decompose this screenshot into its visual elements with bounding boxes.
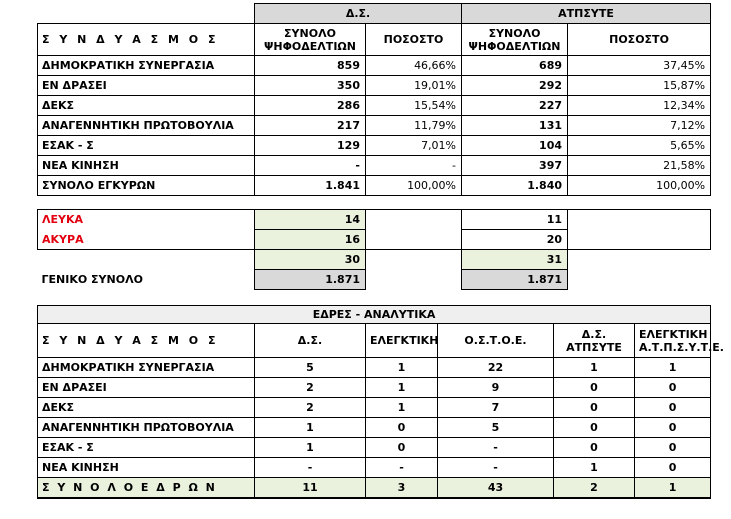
party-name: ΕΣΑΚ - Σ bbox=[38, 136, 255, 156]
atp-votes: 104 bbox=[462, 136, 568, 156]
seats-elegk: 1 bbox=[366, 398, 438, 418]
seats-total-elegk: 3 bbox=[366, 478, 438, 498]
seats-elegk-atp: 0 bbox=[635, 398, 711, 418]
group-header-ds: Δ.Σ. bbox=[255, 4, 462, 24]
blank-ds: 14 bbox=[255, 210, 366, 230]
seats-ds-atp: 0 bbox=[554, 418, 635, 438]
seats-elegk-atp: 0 bbox=[635, 458, 711, 478]
results-row bbox=[38, 56, 711, 76]
seats-party-name: ΔΗΜΟΚΡΑΤΙΚΗ ΣΥΝΕΡΓΑΣΙΑ bbox=[38, 358, 255, 378]
seats-elegk: - bbox=[366, 458, 438, 478]
seats-ostoe-header: Ο.Σ.Τ.Ο.Ε. bbox=[438, 324, 554, 358]
seats-ds: - bbox=[255, 458, 366, 478]
seats-title: ΕΔΡΕΣ - ΑΝΑΛΥΤΙΚΑ bbox=[38, 306, 711, 324]
ds-percent: 7,01% bbox=[366, 136, 462, 156]
seats-elegk-atp: 0 bbox=[635, 418, 711, 438]
seats-ostoe: 9 bbox=[438, 378, 554, 398]
seats-party-header: Σ Υ Ν Δ Υ Α Σ Μ Ο Σ bbox=[38, 324, 255, 358]
party-name: ΔΕΚΣ bbox=[38, 96, 255, 116]
seats-ds-header: Δ.Σ. bbox=[255, 324, 366, 358]
seats-party-name: ΔΕΚΣ bbox=[38, 398, 255, 418]
seats-total-label: Σ Υ Ν Ο Λ Ο Ε Δ Ρ Ω Ν bbox=[38, 478, 255, 498]
seats-total-elegk-atp: 1 bbox=[635, 478, 711, 498]
seats-party-name: ΕΝ ΔΡΑΣΕΙ bbox=[38, 378, 255, 398]
atp-votes: 131 bbox=[462, 116, 568, 136]
seats-total-ostoe: 43 bbox=[438, 478, 554, 498]
seats-party-name: ΕΣΑΚ - Σ bbox=[38, 438, 255, 458]
atp-votes: 689 bbox=[462, 56, 568, 76]
seats-elegk-atp: 0 bbox=[635, 438, 711, 458]
seats-total-ds: 11 bbox=[255, 478, 366, 498]
seats-row bbox=[38, 458, 711, 478]
group-header-atp: ΑΤΠΣΥΤΕ bbox=[462, 4, 711, 24]
atp-percent: 15,87% bbox=[568, 76, 711, 96]
atp-votes: 1.840 bbox=[462, 176, 568, 196]
party-name: ΝΕΑ ΚΙΝΗΣΗ bbox=[38, 156, 255, 176]
party-name: ΔΗΜΟΚΡΑΤΙΚΗ ΣΥΝΕΡΓΑΣΙΑ bbox=[38, 56, 255, 76]
other-votes-table bbox=[37, 209, 711, 290]
blank-atp: 11 bbox=[462, 210, 568, 230]
ds-votes: 217 bbox=[255, 116, 366, 136]
seats-elegk-header: ΕΛΕΓΚΤΙΚΗ bbox=[366, 324, 438, 358]
seats-ostoe: - bbox=[438, 438, 554, 458]
grand-total-label: ΓΕΝΙΚΟ ΣΥΝΟΛΟ bbox=[41, 273, 143, 286]
valid-total-row bbox=[38, 176, 711, 196]
atp-percent: 12,34% bbox=[568, 96, 711, 116]
ds-percent: 15,54% bbox=[366, 96, 462, 116]
seats-row bbox=[38, 438, 711, 458]
atp-percent: 5,65% bbox=[568, 136, 711, 156]
ds-percent: 100,00% bbox=[366, 176, 462, 196]
results-row bbox=[38, 156, 711, 176]
atp-percent-header: ΠΟΣΟΣΤΟ bbox=[568, 24, 711, 56]
results-row bbox=[38, 76, 711, 96]
seats-ds: 1 bbox=[255, 418, 366, 438]
results-table bbox=[37, 3, 711, 196]
seats-table bbox=[37, 305, 724, 499]
seats-party-name: ΝΕΑ ΚΙΝΗΣΗ bbox=[38, 458, 255, 478]
party-name: ΣΥΝΟΛΟ ΕΓΚΥΡΩΝ bbox=[38, 176, 255, 196]
seats-row bbox=[38, 418, 711, 438]
seats-elegk-atp-header: ΕΛΕΓΚΤΙΚΗ Α.Τ.Π.Σ.Υ.Τ.Ε. bbox=[635, 324, 711, 358]
ds-percent: 11,79% bbox=[366, 116, 462, 136]
seats-ostoe: - bbox=[438, 458, 554, 478]
atp-percent: 100,00% bbox=[568, 176, 711, 196]
ds-votes: 286 bbox=[255, 96, 366, 116]
seats-ds-atp-header: Δ.Σ. ΑΤΠΣΥΤΕ bbox=[554, 324, 635, 358]
party-name: ΑΝΑΓΕΝΝΗΤΙΚΗ ΠΡΩΤΟΒΟΥΛΙΑ bbox=[38, 116, 255, 136]
party-name: ΕΝ ΔΡΑΣΕΙ bbox=[38, 76, 255, 96]
seats-elegk: 0 bbox=[366, 438, 438, 458]
invalid-atp: 20 bbox=[462, 230, 568, 250]
ds-percent: 19,01% bbox=[366, 76, 462, 96]
subtotal-atp: 31 bbox=[462, 250, 568, 270]
atp-votes: 227 bbox=[462, 96, 568, 116]
seats-ostoe: 5 bbox=[438, 418, 554, 438]
ds-votes: 350 bbox=[255, 76, 366, 96]
atp-votes: 292 bbox=[462, 76, 568, 96]
seats-elegk-atp: 1 bbox=[635, 358, 711, 378]
results-row bbox=[38, 96, 711, 116]
ds-votes: 1.841 bbox=[255, 176, 366, 196]
seats-ds-atp: 1 bbox=[554, 458, 635, 478]
ds-percent: - bbox=[366, 156, 462, 176]
results-row bbox=[38, 116, 711, 136]
atp-votes: 397 bbox=[462, 156, 568, 176]
seats-ostoe: 7 bbox=[438, 398, 554, 418]
seats-elegk: 1 bbox=[366, 378, 438, 398]
seats-ds-atp: 0 bbox=[554, 438, 635, 458]
seats-ds: 1 bbox=[255, 438, 366, 458]
seats-ds: 2 bbox=[255, 378, 366, 398]
atp-percent: 7,12% bbox=[568, 116, 711, 136]
subtotal-ds: 30 bbox=[255, 250, 366, 270]
ds-votes-header: ΣΥΝΟΛΟ ΨΗΦΟΔΕΛΤΙΩΝ bbox=[255, 24, 366, 56]
party-column-header: Σ Υ Ν Δ Υ Α Σ Μ Ο Σ bbox=[38, 24, 255, 56]
invalid-ds: 16 bbox=[255, 230, 366, 250]
ds-votes: - bbox=[255, 156, 366, 176]
seats-row bbox=[38, 398, 711, 418]
ds-percent-header: ΠΟΣΟΣΤΟ bbox=[366, 24, 462, 56]
seats-ostoe: 22 bbox=[438, 358, 554, 378]
ds-votes: 859 bbox=[255, 56, 366, 76]
seats-row bbox=[38, 378, 711, 398]
seats-row bbox=[38, 358, 711, 378]
blank-label: ΛΕΥΚΑ bbox=[38, 210, 255, 230]
atp-percent: 21,58% bbox=[568, 156, 711, 176]
ds-votes: 129 bbox=[255, 136, 366, 156]
seats-ds-atp: 0 bbox=[554, 378, 635, 398]
seats-total-ds-atp: 2 bbox=[554, 478, 635, 498]
seats-ds: 2 bbox=[255, 398, 366, 418]
atp-percent: 37,45% bbox=[568, 56, 711, 76]
seats-ds-atp: 1 bbox=[554, 358, 635, 378]
seats-ds-atp: 0 bbox=[554, 398, 635, 418]
ds-percent: 46,66% bbox=[366, 56, 462, 76]
seats-party-name: ΑΝΑΓΕΝΝΗΤΙΚΗ ΠΡΩΤΟΒΟΥΛΙΑ bbox=[38, 418, 255, 438]
results-row bbox=[38, 136, 711, 156]
seats-elegk-atp: 0 bbox=[635, 378, 711, 398]
grand-total-ds: 1.871 bbox=[255, 270, 366, 290]
seats-elegk: 0 bbox=[366, 418, 438, 438]
seats-elegk: 1 bbox=[366, 358, 438, 378]
seats-ds: 5 bbox=[255, 358, 366, 378]
invalid-label: ΑΚΥΡΑ bbox=[38, 230, 255, 250]
grand-total-atp: 1.871 bbox=[462, 270, 568, 290]
atp-votes-header: ΣΥΝΟΛΟ ΨΗΦΟΔΕΛΤΙΩΝ bbox=[462, 24, 568, 56]
